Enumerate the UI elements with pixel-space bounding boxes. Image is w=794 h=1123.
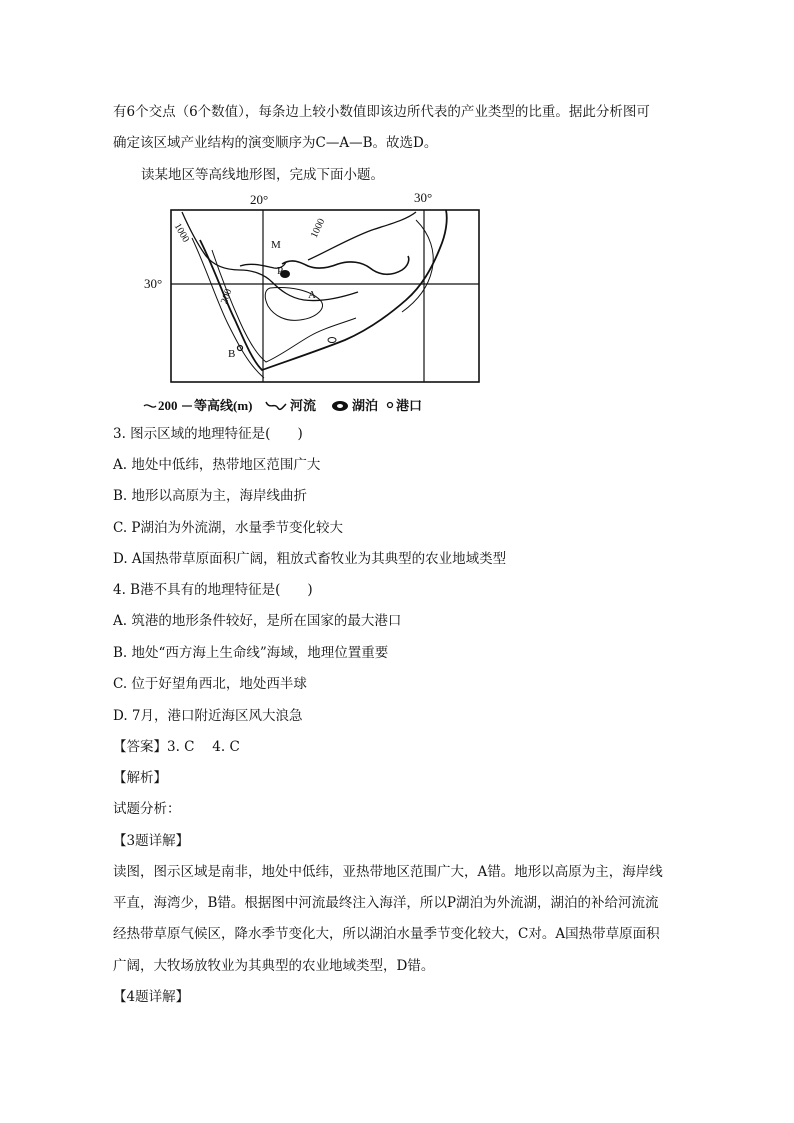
question-3-option-a: A. 地处中低纬，热带地区范围广大 (113, 457, 321, 473)
question-4-option-a: A. 筑港的地形条件较好，是所在国家的最大港口 (113, 613, 402, 629)
legend-contour-value: 200 (158, 398, 178, 413)
label-b: B (228, 348, 236, 360)
question-4-option-b: B. 地处“西方海上生命线”海域，地理位置重要 (113, 645, 389, 661)
q4-heading: 【4题详解】 (113, 989, 190, 1005)
contour-map (140, 190, 490, 420)
question-3-option-d: D. A国热带草原面积广阔，粗放式畜牧业为其典型的农业地域类型 (113, 551, 507, 567)
analysis-heading: 【解析】 (113, 770, 167, 786)
intro-line-2: 确定该区域产业结构的演变顺序为C—A—B。故选D。 (113, 135, 438, 151)
question-3-option-b: B. 地形以高原为主，海岸线曲折 (113, 488, 308, 504)
lat-label-30: 30° (144, 276, 163, 291)
q3-explanation-line-4: 广阔，大牧场放牧业为其典型的农业地域类型，D错。 (113, 958, 435, 974)
q3-explanation-line-2: 平直，海湾少，B错。根据图中河流最终注入海洋，所以P湖泊为外流湖，湖泊的补给河流流 (113, 895, 659, 911)
map-frame (171, 210, 479, 382)
q3-explanation-line-1: 读图，图示区域是南非，地处中低纬，亚热带地区范围广大，A错。地形以高原为主，海岸线 (113, 864, 663, 880)
intro-line-1: 有6个交点（6个数值），每条边上较小数值即该边所代表的产业类型的比重。据此分析图可 (113, 104, 650, 120)
legend-contour-symbol (144, 405, 156, 407)
question-3-stem: 3. 图示区域的地理特征是( ) (113, 426, 303, 442)
contour-1000-north (308, 212, 416, 260)
map-legend (144, 398, 422, 413)
answer-line: 【答案】3. C 4. C (113, 739, 240, 755)
label-m: M (271, 239, 281, 251)
contour-label-1000-north: 1000 (308, 216, 328, 240)
question-prompt: 读某地区等高线地形图，完成下面小题。 (141, 167, 384, 183)
lon-label-20: 20° (250, 192, 269, 207)
contour-label-200: 200 (218, 287, 235, 306)
question-4-option-c: C. 位于好望角西北，地处西半球 (113, 676, 307, 692)
legend-river-symbol (266, 402, 286, 409)
lon-label-30: 30° (414, 190, 433, 205)
label-a: A (308, 289, 316, 301)
label-p: P (277, 265, 284, 277)
question-3-option-c: C. P湖泊为外流湖，水量季节变化较大 (113, 520, 344, 536)
analysis-intro: 试题分析： (113, 801, 181, 817)
legend-lake-symbol-inner (337, 404, 343, 408)
legend-river: 河流 (290, 398, 317, 413)
contour-200 (212, 250, 356, 362)
legend-port: 港口 (396, 398, 423, 413)
question-4-option-d: D. 7月，港口附近海区风大浪急 (113, 708, 303, 724)
legend-port-symbol (388, 403, 393, 408)
legend-contour: 等高线(m) (194, 398, 253, 413)
lake-small (328, 338, 336, 343)
coastline (200, 210, 447, 370)
question-4-stem: 4. B港不具有的地理特征是( ) (113, 582, 313, 598)
q3-heading: 【3题详解】 (113, 833, 190, 849)
q3-explanation-line-3: 经热带草原气候区，降水季节变化大，所以湖泊水量季节变化较大，C对。A国热带草原面积 (113, 926, 660, 942)
contour-label-1000-west: 1000 (171, 221, 192, 245)
legend-lake: 湖泊 (352, 398, 379, 413)
river (282, 256, 409, 274)
